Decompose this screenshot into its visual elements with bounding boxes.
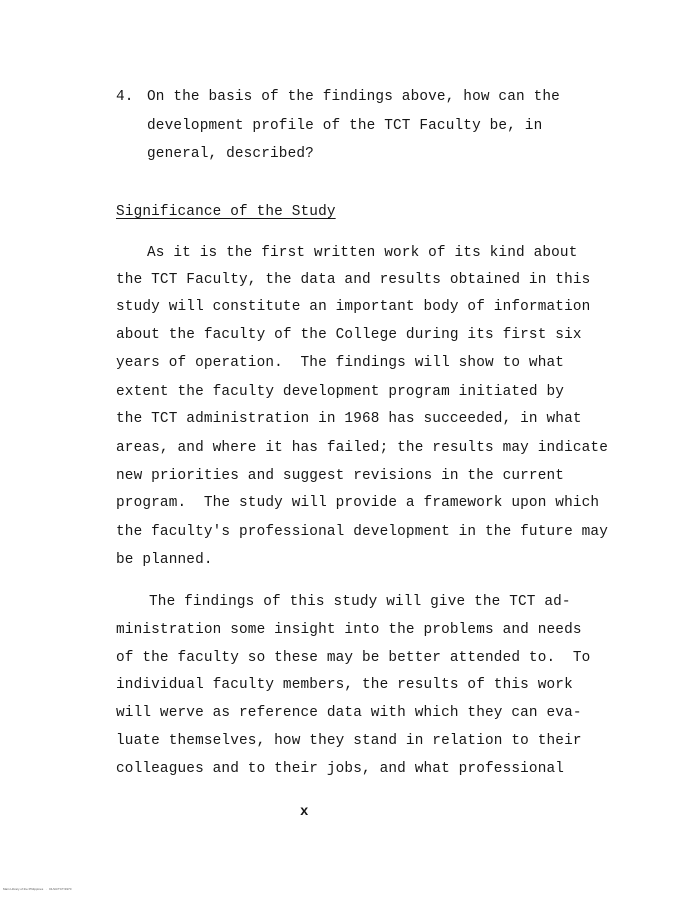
paragraph-1-line: extent the faculty development program initiated by	[116, 384, 565, 400]
section-heading: Significance of the Study	[116, 204, 336, 220]
paragraph-1-line: areas, and where it has failed; the results may indicate	[116, 440, 609, 456]
paragraph-2-line: of the faculty so these may be better attended to. To	[116, 650, 591, 666]
paragraph-1-line: the TCT administration in 1968 has succeeded, in what	[116, 411, 582, 427]
paragraph-1-line: new priorities and suggest revisions in the current	[116, 468, 565, 484]
question-line: development profile of the TCT Faculty be, in	[147, 118, 543, 134]
paragraph-2-line: individual faculty members, the results of this work	[116, 677, 573, 693]
paragraph-1-line: about the faculty of the College during its first six	[116, 327, 582, 343]
scan-footer-note: Main Library of the Philippines · DLSU/TCT/1970	[3, 887, 72, 891]
question-number: 4.	[116, 89, 134, 105]
paragraph-1-line: the faculty's professional development in the future may	[116, 524, 609, 540]
question-line: general, described?	[147, 146, 314, 162]
paragraph-2-line: ministration some insight into the problems and needs	[116, 622, 582, 638]
paragraph-2-line: The findings of this study will give the TCT ad-	[149, 594, 571, 610]
paragraph-2-line: luate themselves, how they stand in relation to their	[116, 733, 582, 749]
question-line: On the basis of the findings above, how can the	[147, 89, 560, 105]
paragraph-1-line: years of operation. The findings will show to what	[116, 355, 565, 371]
paragraph-2-line: will werve as reference data with which they can eva-	[116, 705, 582, 721]
paragraph-1-line: the TCT Faculty, the data and results obtained in this	[116, 272, 591, 288]
paragraph-1-line: program. The study will provide a framework upon which	[116, 495, 600, 511]
page-number: x	[300, 804, 309, 820]
paragraph-1-line: study will constitute an important body of information	[116, 299, 591, 315]
paragraph-1-line: be planned.	[116, 552, 213, 568]
paragraph-1-line: As it is the first written work of its kind about	[147, 245, 578, 261]
paragraph-2-line: colleagues and to their jobs, and what professional	[116, 761, 565, 777]
